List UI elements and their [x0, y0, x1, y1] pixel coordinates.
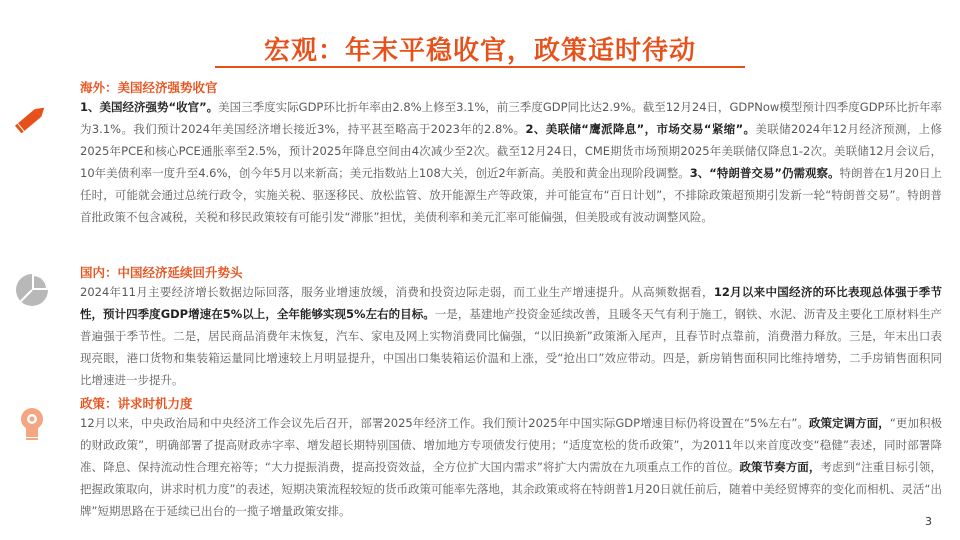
emphasis-text: 1、美国经济强势“收官”。	[80, 100, 219, 114]
title-underline	[215, 66, 745, 68]
emphasis-text: 3、“特朗普交易”仍需观察。	[689, 166, 840, 180]
emphasis-text: 政策节奏方面，	[739, 460, 821, 474]
pie-chart-icon	[14, 272, 50, 308]
page-title: 宏观：年末平稳收官，政策适时待动	[263, 36, 696, 66]
emphasis-text: 12月以来中国经济的环比表现总体强于季节性，预计四季度GDP增速在5%以上，全年能够实现5%左右的目标。	[80, 285, 942, 321]
pencil-icon	[14, 100, 50, 136]
body-run: 特朗普在1月20日上任时，可能就会通过总统行政令，实施关税、驱逐移民、放松监管、放开能源生产等政策，并可能宣布“百日计划”，不排除政策超预期引发新一轮“特朗普交易”。特朗普首批政策不包含减税，关税和移民政策较有可能引发“滞胀”担忧，美债利率和美元汇率可能偏强，但美股或有波动调整风险。	[80, 166, 942, 224]
section-body-overseas	[80, 96, 942, 228]
section-body-domestic	[80, 281, 942, 391]
body-run: 2024年11月主要经济增长数据边际回落，服务业增速放缓，消费和投资边际走弱，而工业生产增速提升。从高频数据看，	[80, 285, 714, 299]
body-run: 美国三季度实际GDP环比折年率由2.8%上修至3.1%，前三季度GDP同比达2.9%。截至12月24日，GDPNow模型预计四季度GDP环比折年率为3.1%。我们预计2024年美国经济增长接近3%，持平甚至略高于2023年的2.8%。	[80, 100, 942, 136]
section-body-policy	[80, 412, 942, 522]
emphasis-text: 政策定调方面，	[808, 416, 890, 430]
section-heading-domestic: 国内：中国经济延续回升势头	[80, 265, 243, 280]
emphasis-text: 2、美联储“鹰派降息”，市场交易“紧缩”。	[525, 122, 756, 136]
body-run: 一是，基建地产投资金延续改善，且暖冬天气有利于施工，钢铁、水泥、沥青及主要化工原材料生产普遍强于季节性。二是，居民商品消费年末恢复，汽车、家电及网上实物消费同比偏强，“以旧换新”政策渐入尾声，且春节时点靠前，消费潜力释放。三是，年末出口表现亮眼，港口货物和集装箱运量同比增速较上月明显提升，中国出口集装箱运价温和上涨，受“抢出口”效应带动。四是，新房销售面积同比维持增势，二手房销售面积同比增速进一步提升。	[80, 307, 942, 387]
body-run: 12月以来，中央政治局和中央经济工作会议先后召开，部署2025年经济工作。我们预计2025年中国实际GDP增速目标仍将设置在“5%左右”。	[80, 416, 809, 430]
section-heading-overseas: 海外：美国经济强势收官	[80, 80, 218, 95]
head-gears-icon	[14, 405, 50, 441]
body-run: 考虑到“注重目标引领，把握政策取向，讲求时机力度”的表述，短期决策流程较短的货币政策可能率先落地，其余政策或将在特朗普1月20日就任前后，随着中美经贸博弈的变化而相机、灵活“出牌”短期思路在于延续已出台的一揽子增量政策安排。	[80, 460, 942, 518]
section-heading-policy: 政策：讲求时机力度	[80, 396, 193, 411]
body-run: “更加积极的财政政策”，明确部署了提高财政赤字率、增发超长期特别国债、增加地方专项债发行使用；“适度宽松的货币政策”，为2011年以来首度改变“稳健”表述，同时部署降准、降息、保持流动性合理充裕等；“大力提振消费，提高投资效益，全方位扩大国内需求”将扩大内需放在九项重点工作的首位。	[80, 416, 942, 474]
page-number: 3	[925, 515, 932, 528]
body-run: 美联储2024年12月经济预测，上修2025年PCE和核心PCE通胀率至2.5%，预计2025年降息空间由4次减少至2次。截至12月24日，CME期货市场预期2025年美联储仅降息1-2次。美联储12月会议后，10年美债利率一度升至4.6%，创今年5月以来新高；美元指数站上108大关，创近2年新高。美股和黄金出现阶段调整。	[80, 122, 942, 180]
